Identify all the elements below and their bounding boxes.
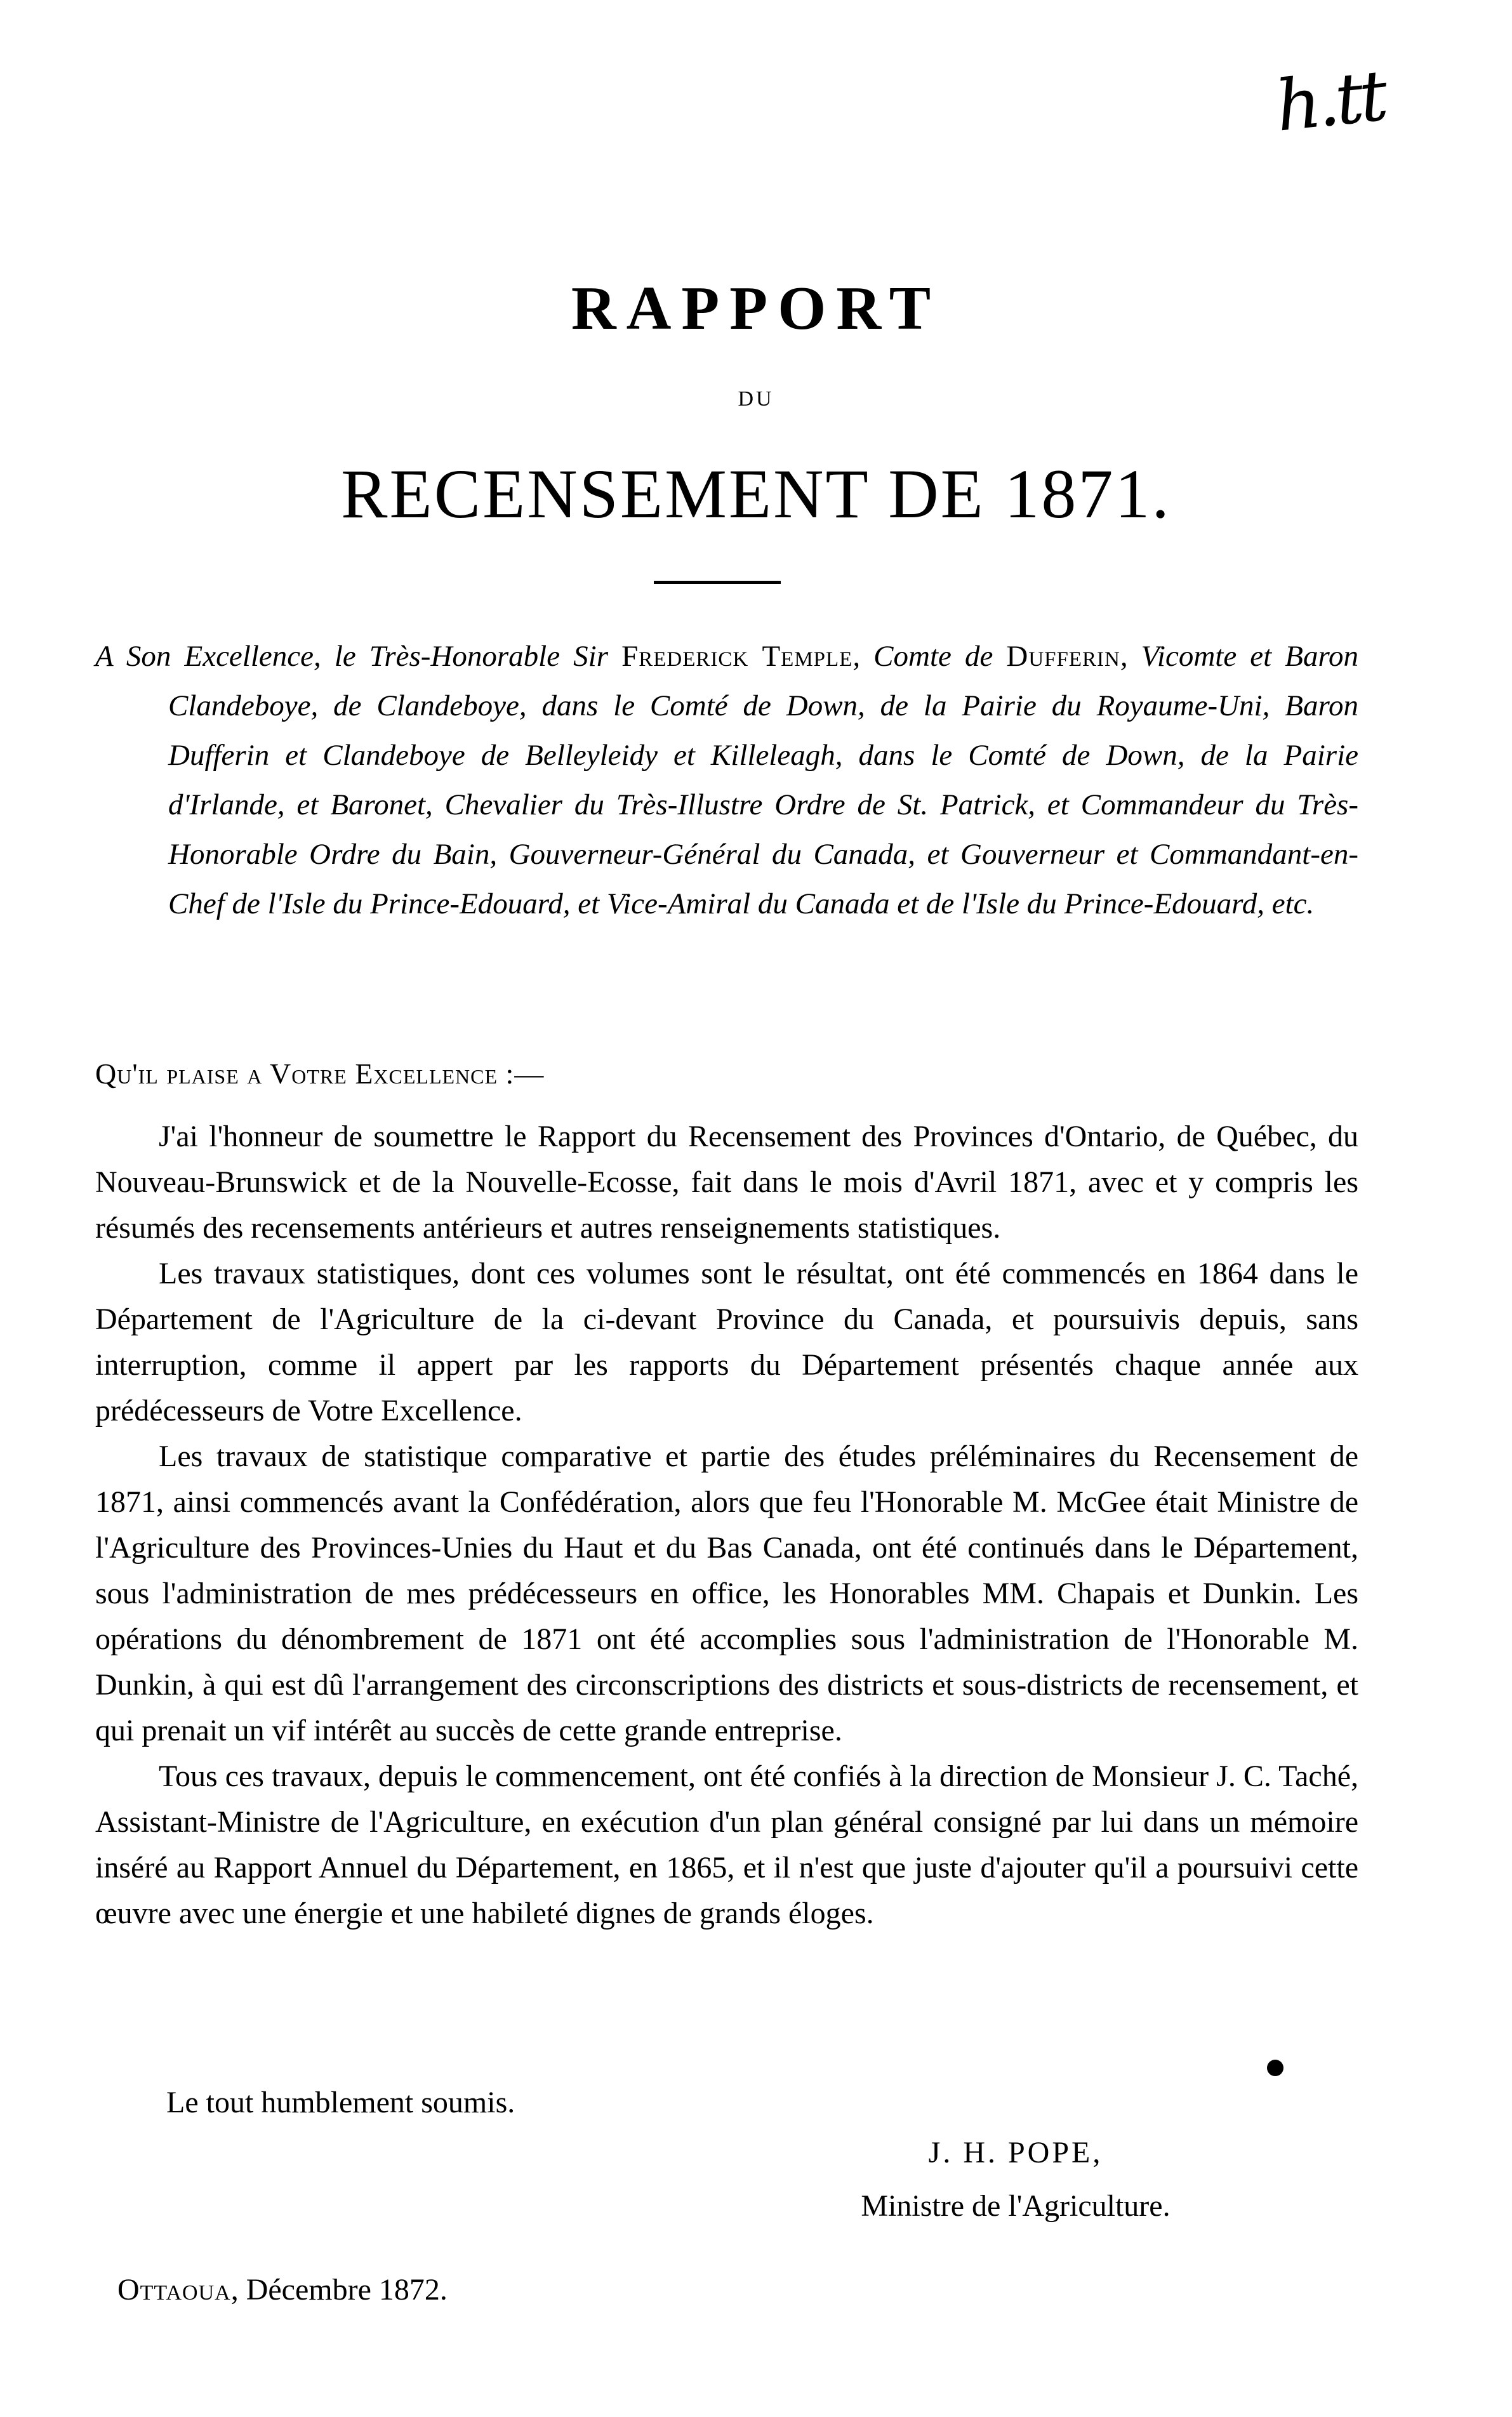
signatory-position: Ministre de l'Agriculture.	[861, 2189, 1170, 2223]
handwritten-margin-note: h.tt	[1271, 55, 1388, 147]
body-paragraph-3: Les travaux de statistique comparative et partie des études préléminaires du Recensement de 1871, ainsi commencés avant la Confédération, alors que feu l'Honorable M. McGee était Ministre de l'Agriculture des Provinces-Unies du Haut et du Bas Canada, ont été continués dans le Département, sous l'administration de mes prédécesseurs en office, les Honorables MM. Chapais et Dunkin. Les opérations du dénombrement de 1871 ont été accomplies sous l'administration de l'Honorable M. Dunkin, à qui est dû l'arrangement des circonscriptions des districts et sous-districts de recensement, et qui prenait un vif intérêt au succès de cette grande entreprise.	[95, 1440, 1358, 1747]
date-text: , Décembre 1872.	[230, 2273, 448, 2307]
body-paragraph-2: Les travaux statistiques, dont ces volumes sont le résultat, ont été commencés en 1864 dans le Département de l'Agriculture de la ci-devant Province du Canada, et poursuivis depuis, sans interruption, comme il appert par les rapports du Département présentés chaque année aux prédécesseurs de Votre Excellence.	[95, 1257, 1358, 1427]
report-body	[95, 1114, 1358, 1937]
salutation: Qu'il plaise a Votre Excellence :—	[95, 1057, 545, 1090]
address-part-1: A Son Excellence, le Très-Honorable Sir	[95, 640, 622, 673]
closing-line: Le tout humblement soumis.	[166, 2086, 515, 2119]
place-name: Ottaoua	[117, 2273, 231, 2307]
ink-dot-mark	[1267, 2060, 1283, 2076]
document-subtitle: RECENSEMENT DE 1871.	[341, 455, 1171, 533]
signature-block	[819, 2126, 1212, 2233]
address-name: Frederick Temple	[621, 640, 853, 673]
signatory-name: J. H. POPE,	[928, 2136, 1103, 2169]
document-title: RAPPORT	[571, 274, 941, 343]
title-connector: DU	[738, 387, 774, 411]
place-date-line	[117, 2272, 448, 2307]
body-paragraph-1: J'ai l'honneur de soumettre le Rapport du Recensement des Provinces d'Ontario, de Québec, du Nouveau-Brunswick et de la Nouvelle-Ecosse, fait dans le mois d'Avril 1871, avec et y compris les résumés des recensements antérieurs et autres renseignements statistiques.	[95, 1120, 1358, 1245]
address-block	[95, 632, 1358, 929]
address-part-2: , Comte de	[852, 640, 1007, 673]
address-title-name: Dufferin	[1006, 640, 1120, 673]
body-paragraph-4: Tous ces travaux, depuis le commencement, ont été confiés à la direction de Monsieur J. C. Taché, Assistant-Ministre de l'Agriculture, en exécution d'un plan général consigné par lui dans un mémoire inséré au Rapport Annuel du Département, en 1865, et il n'est que juste d'ajouter qu'il a poursuivi cette œuvre avec une énergie et une habileté dignes de grands éloges.	[95, 1759, 1358, 1930]
title-divider	[654, 581, 781, 584]
address-part-3: , Vicomte et Baron Clandeboye, de Clandeboye, dans le Comté de Down, de la Pairie du Royaume-Uni, Baron Dufferin et Clandeboye de Belleyleidy et Killeleagh, dans le Comté de Down, de la Pairie d'Irlande, et Baronet, Chevalier du Très-Illustre Ordre de St. Patrick, et Commandeur du Très-Honorable Ordre du Bain, Gouverneur-Général du Canada, et Gouverneur et Commandant-en-Chef de l'Isle du Prince-Edouard, et Vice-Amiral du Canada et de l'Isle du Prince-Edouard, etc.	[168, 640, 1358, 920]
